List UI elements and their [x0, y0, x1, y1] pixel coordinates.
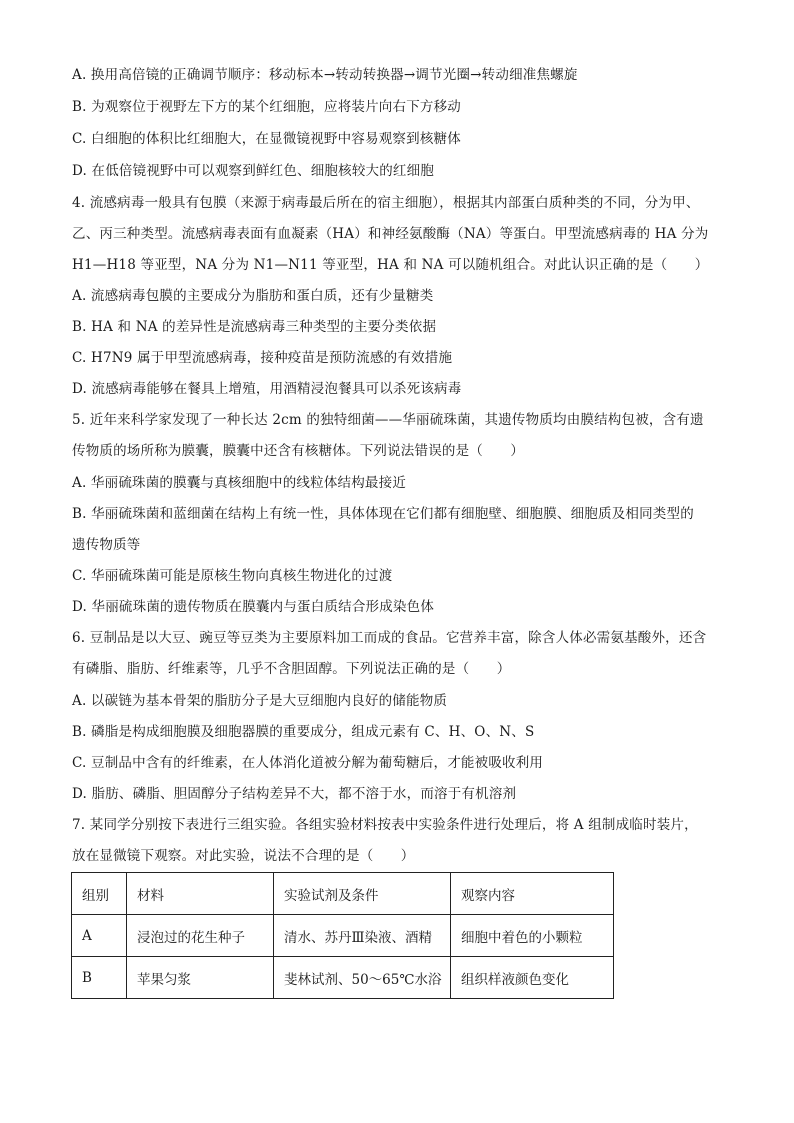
q5-option-b-line-2: 遗传物质等 [72, 537, 141, 553]
row-b-observation: 组织样液颜色变化 [451, 957, 614, 999]
q3-option-a: A. 换用高倍镜的正确调节顺序：移动标本→转动转换器→调节光圈→转动细准焦螺旋 [72, 67, 578, 83]
q4-stem-line-1: 4. 流感病毒一般具有包膜（来源于病毒最后所在的宿主细胞），根据其内部蛋白质种类的不同，分为甲、 [72, 195, 700, 211]
row-a-material: 浸泡过的花生种子 [127, 915, 274, 957]
row-a-reagent: 清水、苏丹Ⅲ染液、酒精 [274, 915, 451, 957]
q3-option-d: D. 在低倍镜视野中可以观察到鲜红色、细胞核较大的红细胞 [72, 163, 435, 179]
q5-option-d: D. 华丽硫珠菌的遗传物质在膜囊内与蛋白质结合形成染色体 [72, 599, 435, 615]
q6-option-c: C. 豆制品中含有的纤维素，在人体消化道被分解为葡萄糖后，才能被吸收利用 [72, 755, 544, 771]
q5-option-c: C. 华丽硫珠菌可能是原核生物向真核生物进化的过渡 [72, 568, 393, 584]
row-a-observation: 细胞中着色的小颗粒 [451, 915, 614, 957]
q4-stem-line-2: 乙、丙三种类型。流感病毒表面有血凝素（HA）和神经氨酸酶（NA）等蛋白。甲型流感病毒的 HA 分为 [72, 226, 709, 242]
header-material: 材料 [127, 873, 274, 915]
table-row [72, 957, 614, 999]
row-b-material: 苹果匀浆 [127, 957, 274, 999]
experiment-table [71, 872, 614, 999]
header-group: 组别 [72, 873, 127, 915]
row-b-reagent: 斐林试剂、50～65℃水浴 [274, 957, 451, 999]
table-row [72, 915, 614, 957]
table-header-row [72, 873, 614, 915]
header-observation: 观察内容 [451, 873, 614, 915]
q4-option-c: C. H7N9 属于甲型流感病毒，接种疫苗是预防流感的有效措施 [72, 350, 453, 366]
q6-option-b: B. 磷脂是构成细胞膜及细胞器膜的重要成分，组成元素有 C、H、O、N、S [72, 724, 535, 740]
q4-option-d: D. 流感病毒能够在餐具上增殖，用酒精浸泡餐具可以杀死该病毒 [72, 381, 462, 397]
row-a-group: A [72, 915, 127, 957]
q7-stem-line-1: 7. 某同学分别按下表进行三组实验。各组实验材料按表中实验条件进行处理后，将 A 组制成临时装片， [72, 817, 698, 833]
q5-stem-line-1: 5. 近年来科学家发现了一种长达 2cm 的独特细菌——华丽硫珠菌，其遗传物质均由膜结构包被，含有遗 [72, 412, 704, 428]
q7-stem-line-2: 放在显微镜下观察。对此实验，说法不合理的是（ ） [72, 848, 415, 864]
q4-stem-line-3: H1—H18 等亚型，NA 分为 N1—N11 等亚型，HA 和 NA 可以随机组合。对此认识正确的是（ ） [72, 257, 709, 273]
q6-option-a: A. 以碳链为基本骨架的脂肪分子是大豆细胞内良好的储能物质 [72, 693, 448, 709]
q6-stem-line-1: 6. 豆制品是以大豆、豌豆等豆类为主要原料加工而成的食品。它营养丰富，除含人体必需氨基酸外，还含 [72, 630, 707, 646]
q3-option-b: B. 为观察位于视野左下方的某个红细胞，应将装片向右下方移动 [72, 99, 462, 115]
row-b-group: B [72, 957, 127, 999]
header-reagent-conditions: 实验试剂及条件 [274, 873, 451, 915]
q5-option-a: A. 华丽硫珠菌的膜囊与真核细胞中的线粒体结构最接近 [72, 475, 407, 491]
q4-option-a: A. 流感病毒包膜的主要成分为脂肪和蛋白质，还有少量糖类 [72, 288, 434, 304]
q5-option-b-line-1: B. 华丽硫珠菌和蓝细菌在结构上有统一性，具体体现在它们都有细胞壁、细胞膜、细胞质及相同类型的 [72, 506, 694, 522]
q6-stem-line-2: 有磷脂、脂肪、纤维素等，几乎不含胆固醇。下列说法正确的是（ ） [72, 661, 511, 677]
q5-stem-line-2: 传物质的场所称为膜囊，膜囊中还含有核糖体。下列说法错误的是（ ） [72, 443, 525, 459]
q6-option-d: D. 脂肪、磷脂、胆固醇分子结构差异不大，都不溶于水，而溶于有机溶剂 [72, 786, 517, 802]
q3-option-c: C. 白细胞的体积比红细胞大，在显微镜视野中容易观察到核糖体 [72, 131, 461, 147]
q4-option-b: B. HA 和 NA 的差异性是流感病毒三种类型的主要分类依据 [72, 319, 437, 335]
